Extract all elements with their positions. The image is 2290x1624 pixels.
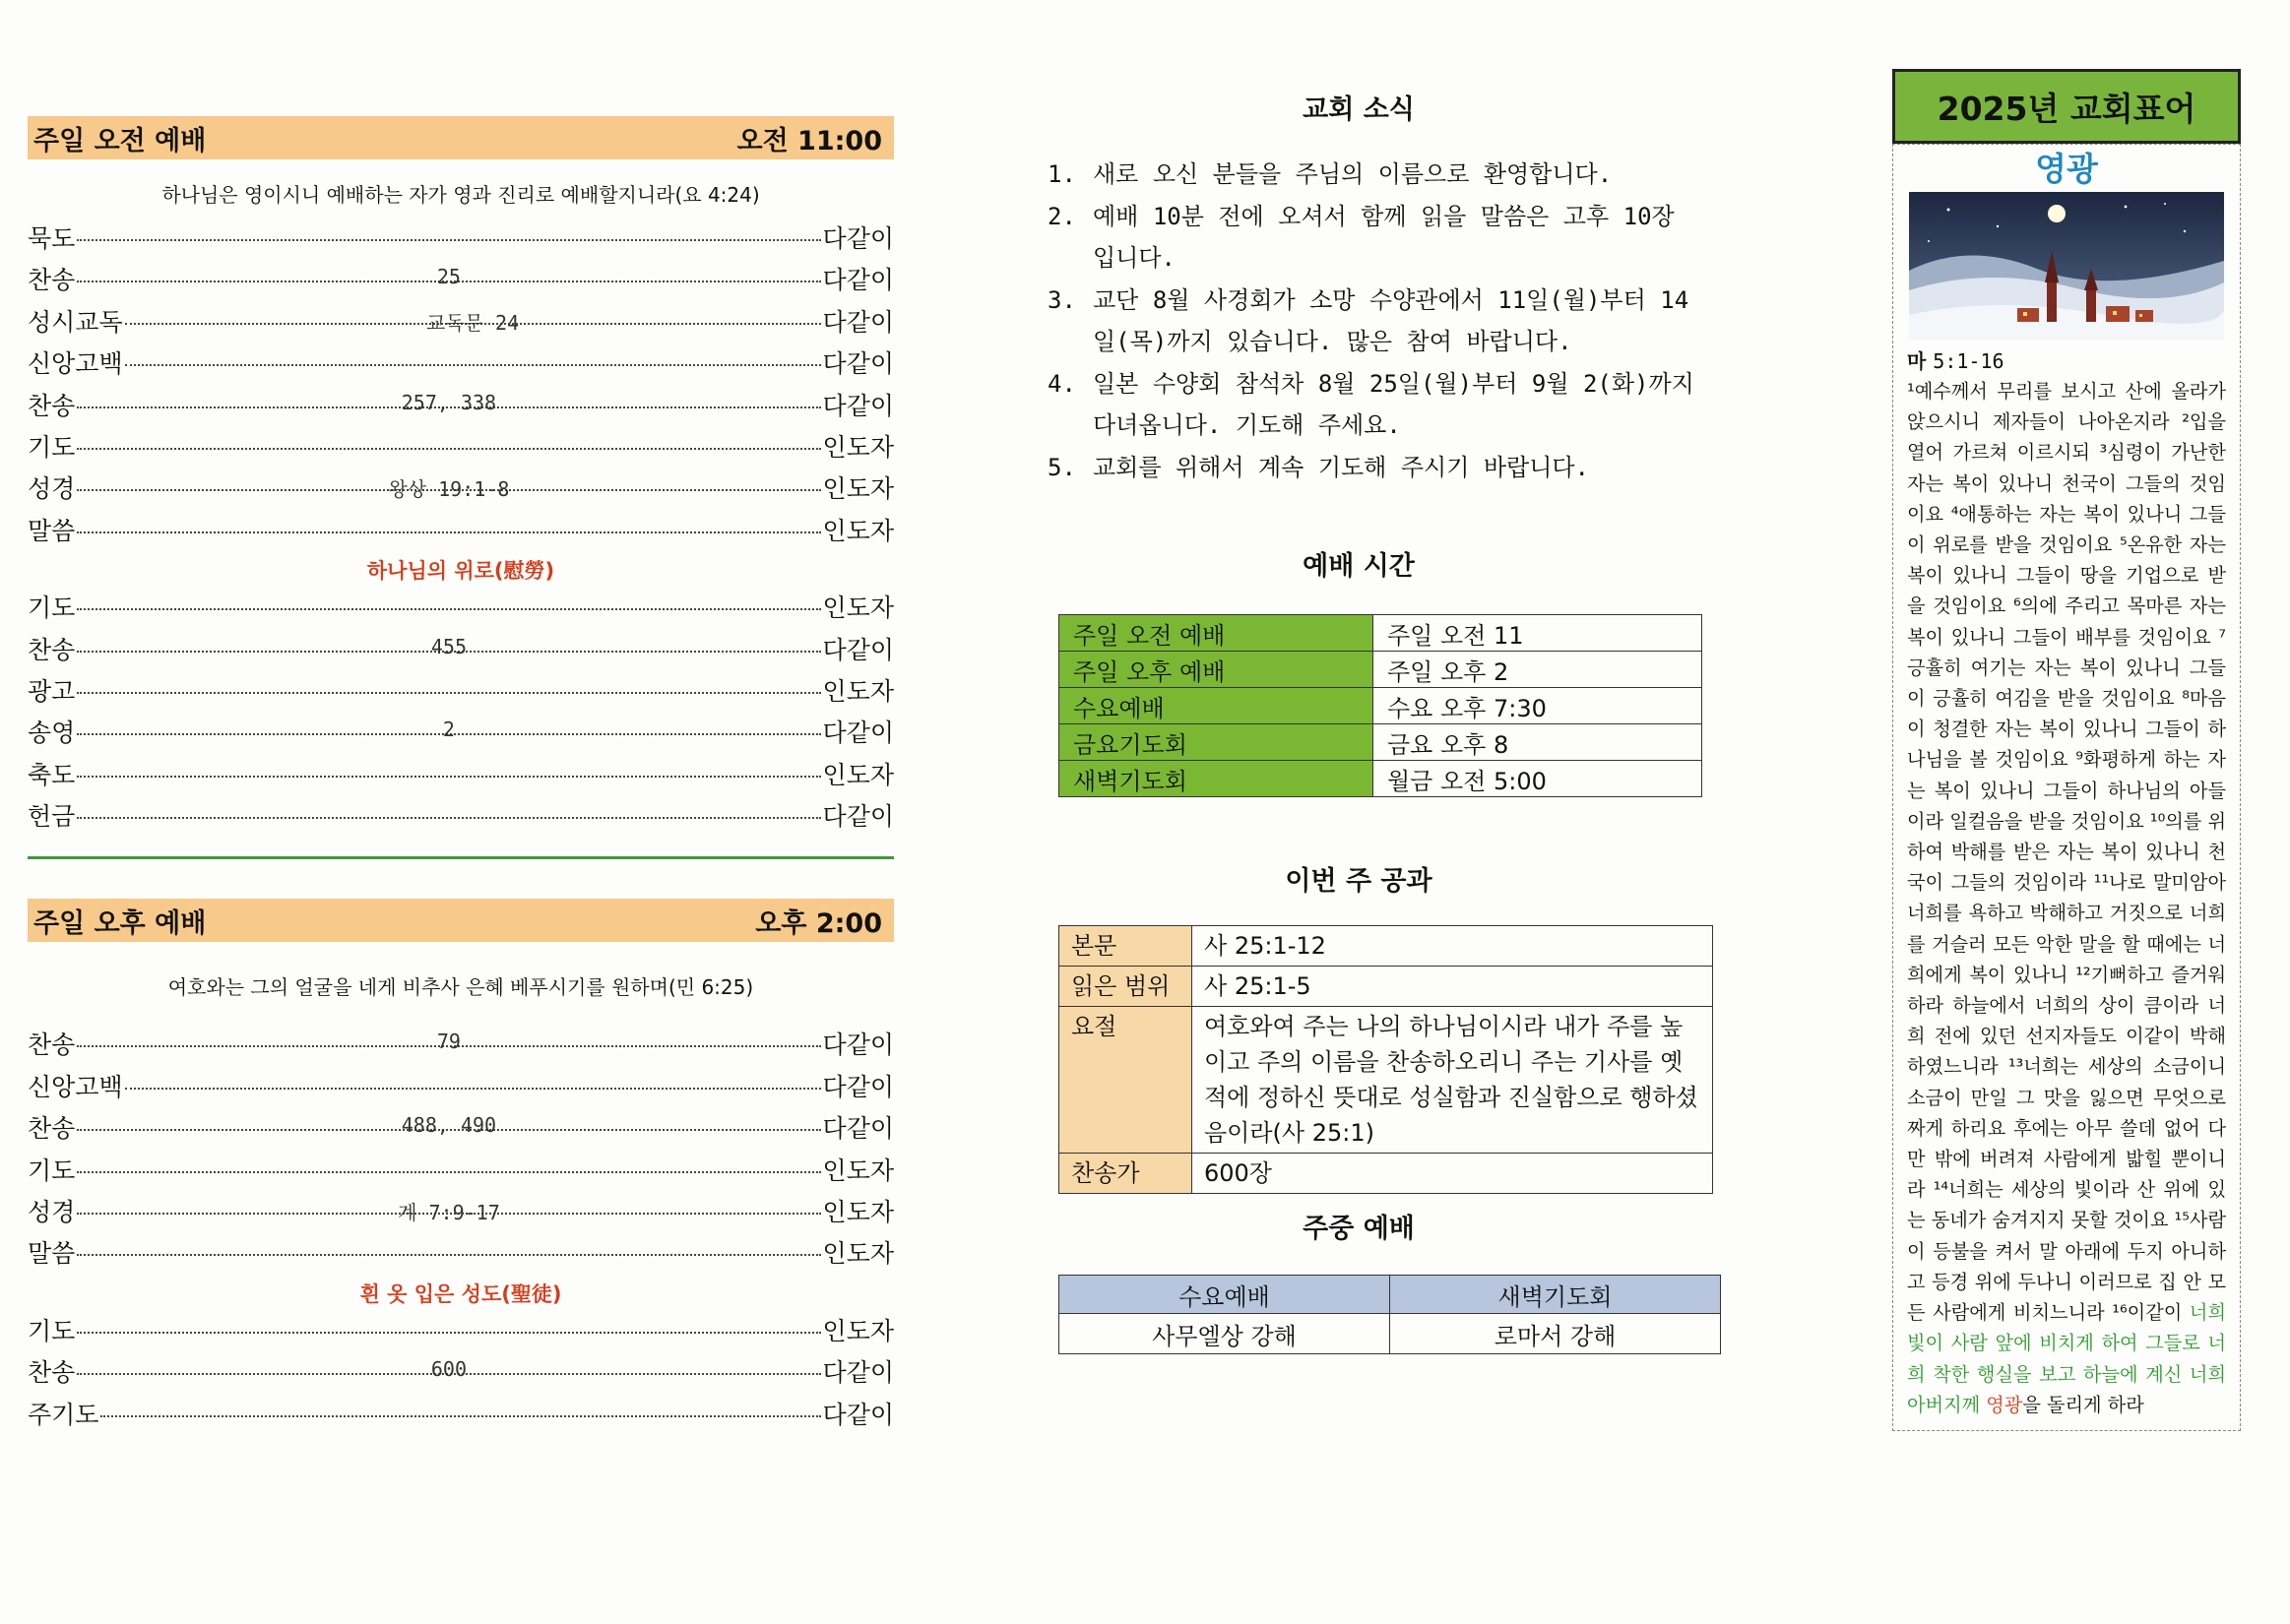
dot-leader xyxy=(125,310,821,335)
order-detail: 257, 338 xyxy=(401,390,497,414)
order-label: 찬송 xyxy=(28,1114,76,1144)
afternoon-service-header xyxy=(28,899,894,942)
order-leader: 인도자 xyxy=(822,474,894,504)
midweek-header-dawn: 새벽기도회 xyxy=(1390,1276,1721,1314)
midweek-value-wed: 사무엘상 강해 xyxy=(1059,1314,1390,1354)
order-label: 기도 xyxy=(28,1316,76,1345)
afternoon-order-list-b xyxy=(28,1312,894,1437)
dot-leader xyxy=(125,1088,821,1090)
order-label: 헌금 xyxy=(28,802,76,832)
order-row xyxy=(28,469,894,511)
order-leader: 다같이 xyxy=(822,224,894,253)
dot-leader xyxy=(77,448,820,450)
lesson-row xyxy=(1059,967,1713,1007)
order-leader: 다같이 xyxy=(822,635,894,664)
schedule-row xyxy=(1059,761,1702,797)
schedule-title: 예배 시간 xyxy=(1303,551,1415,582)
order-row xyxy=(28,1193,894,1234)
order-label: 찬송 xyxy=(28,391,76,420)
order-detail: 25 xyxy=(436,265,461,289)
order-row xyxy=(28,1026,894,1067)
snowy-village-night-icon xyxy=(1909,192,2224,340)
order-row xyxy=(28,1312,894,1353)
dot-leader xyxy=(77,1357,820,1382)
order-leader: 인도자 xyxy=(822,593,894,623)
news-list xyxy=(1048,154,1733,488)
order-label: 찬송 xyxy=(28,1031,76,1060)
worship-order-column xyxy=(28,116,894,1437)
scripture-text xyxy=(1907,376,2226,1420)
morning-order-list-a xyxy=(28,219,894,553)
midweek-header-wed: 수요예배 xyxy=(1059,1276,1390,1314)
order-leader: 다같이 xyxy=(822,1114,894,1144)
order-label: 성시교독 xyxy=(28,307,123,337)
morning-service-header xyxy=(28,116,894,159)
morning-service-time: 오전 11:00 xyxy=(736,125,882,156)
order-detail: 79 xyxy=(436,1030,461,1054)
scripture-end: 을 돌리게 하라 xyxy=(2022,1393,2144,1416)
order-leader: 인도자 xyxy=(822,676,894,706)
order-label: 성경 xyxy=(28,474,76,504)
schedule-service: 금요기도회 xyxy=(1059,724,1373,761)
schedule-service: 주일 오전 예배 xyxy=(1059,615,1373,652)
order-row xyxy=(28,1353,894,1395)
schedule-service: 수요예배 xyxy=(1059,688,1373,724)
order-row xyxy=(28,797,894,839)
order-row xyxy=(28,756,894,797)
news-number: 5. xyxy=(1048,453,1076,481)
dot-leader xyxy=(77,1254,820,1256)
order-label: 찬송 xyxy=(28,1358,76,1388)
dot-leader xyxy=(77,1113,820,1138)
order-leader: 다같이 xyxy=(822,391,894,420)
dot-leader xyxy=(77,1332,820,1334)
order-label: 말씀 xyxy=(28,516,76,545)
news-text: 예배 10분 전에 오셔서 함께 읽을 말씀은 고후 10장 입니다. xyxy=(1093,202,1675,272)
section-divider xyxy=(28,856,894,859)
midweek-value-dawn: 로마서 강해 xyxy=(1390,1314,1721,1354)
order-leader: 인도자 xyxy=(822,1316,894,1345)
order-detail: 계 7:9-17 xyxy=(398,1201,500,1225)
order-leader: 다같이 xyxy=(822,1072,894,1101)
scripture-main: ¹예수께서 무리를 보시고 산에 올라가 앉으시니 제자들이 나아온지라 ²입을 열어 가르쳐 이르시되 ³심령이 가난한 자는 복이 있나니 천국이 그들의 것임이요 ⁴애통하는 자는 복이 있나니 그들이 위로를 받을 것임이요 ⁵온유한 자는 복이 있나니 그들이 땅을 기업으로 받을 것임이요 ⁶의에 주리고 목마른 자는 복이 있나니 그들이 배부를 것임이요 ⁷긍휼히 여기는 자는 복이 있나니 그들이 긍휼히 여김을 받을 것임이요 ⁸마음이 청결한 자는 복이 있나니 그들이 하나님을 볼 것임이요 ⁹화평하게 하는 자는 복이 있나니 그들이 하나님의 아들이라 일컬음을 받을 것임이요 ¹⁰의를 위하여 박해를 받은 자는 복이 있나니 천국이 그들의 것임이라 ¹¹나로 말미암아 너희를 욕하고 박해하고 거짓으로 너희를 거슬러 모든 악한 말을 할 때에는 너희에게 복이 있나니 ¹²기뻐하고 즐거워하라 하늘에서 너희의 상이 큼이라 너희 전에 있던 선지자들도 이같이 박해하였느니라 ¹³너희는 세상의 소금이니 소금이 만일 그 맛을 잃으면 무엇으로 짜게 하리요 후에는 아무 쓸데 없어 다만 밖에 버려져 사람에게 밟힐 뿐이니라 ¹⁴너희는 세상의 빛이라 산 위에 있는 동네가 숨겨지지 못할 것이요 ¹⁵사람이 등불을 켜서 말 아래에 두지 아니하고 등경 위에 두나니 이러므로 집 안 모든 사람에게 비치느니라 ¹⁶이같이 xyxy=(1907,380,2226,1325)
dot-leader xyxy=(77,817,820,819)
order-row xyxy=(28,589,894,630)
order-label: 신앙고백 xyxy=(28,349,123,379)
afternoon-service-title: 주일 오후 예배 xyxy=(33,907,207,939)
schedule-time: 주일 오후 2 xyxy=(1373,652,1702,688)
lesson-key: 찬송가 xyxy=(1059,1154,1192,1194)
lesson-table xyxy=(1058,925,1713,1194)
order-row xyxy=(28,512,894,553)
dot-leader xyxy=(77,390,820,414)
news-text: 새로 오신 분들을 주님의 이름으로 환영합니다. xyxy=(1093,160,1613,188)
order-leader: 다같이 xyxy=(822,307,894,337)
scripture-reference xyxy=(1907,345,2226,374)
dot-leader xyxy=(125,364,821,366)
order-row xyxy=(28,344,894,386)
order-leader: 다같이 xyxy=(822,802,894,832)
order-leader: 인도자 xyxy=(822,760,894,789)
lesson-row xyxy=(1059,926,1713,967)
order-leader: 인도자 xyxy=(822,1156,894,1185)
news-title: 교회 소식 xyxy=(1303,94,1415,125)
order-row xyxy=(28,1068,894,1109)
news-number: 1. xyxy=(1048,160,1076,188)
midweek-title: 주중 예배 xyxy=(1303,1214,1415,1244)
order-row xyxy=(28,631,894,672)
order-leader: 다같이 xyxy=(822,266,894,295)
schedule-row xyxy=(1059,724,1702,761)
order-row xyxy=(28,387,894,428)
lesson-key: 읽은 범위 xyxy=(1059,967,1192,1007)
schedule-time: 금요 오후 8 xyxy=(1373,724,1702,761)
order-label: 신앙고백 xyxy=(28,1072,123,1101)
order-label: 송영 xyxy=(28,718,76,748)
order-label: 기도 xyxy=(28,432,76,462)
order-row xyxy=(28,303,894,344)
morning-order-list-b xyxy=(28,589,894,839)
lesson-value: 사 25:1-5 xyxy=(1192,967,1713,1007)
lesson-row xyxy=(1059,1154,1713,1194)
order-row xyxy=(28,219,894,261)
order-label: 찬송 xyxy=(28,635,76,664)
motto-column xyxy=(1892,69,2252,1431)
order-detail: 455 xyxy=(430,634,467,658)
order-leader: 다같이 xyxy=(822,718,894,748)
order-detail: 488, 490 xyxy=(401,1113,497,1138)
lesson-value: 여호와여 주는 나의 하나님이시라 내가 주를 높이고 주의 이름을 찬송하오리니 주는 기사를 옛적에 정하신 뜻대로 성실함과 진실함으로 행하셨음이라(사 25:1) xyxy=(1192,1007,1713,1154)
afternoon-service-time: 오후 2:00 xyxy=(755,907,882,939)
order-row xyxy=(28,714,894,755)
dot-leader xyxy=(77,776,820,778)
order-row xyxy=(28,1234,894,1276)
order-detail: 600 xyxy=(430,1357,467,1382)
morning-service-verse: 하나님은 영이시니 예배하는 자가 영과 진리로 예배할지니라(요 4:24) xyxy=(161,183,760,207)
schedule-row xyxy=(1059,688,1702,724)
schedule-time: 수요 오후 7:30 xyxy=(1373,688,1702,724)
info-column xyxy=(985,89,1733,1354)
dot-leader xyxy=(77,1030,820,1054)
order-label: 주기도 xyxy=(28,1400,99,1429)
order-leader: 인도자 xyxy=(822,432,894,462)
order-label: 찬송 xyxy=(28,266,76,295)
dot-leader xyxy=(77,692,820,694)
order-label: 축도 xyxy=(28,760,76,789)
order-detail: 2 xyxy=(442,718,455,742)
dot-leader xyxy=(77,608,820,610)
afternoon-service xyxy=(28,899,894,1437)
morning-service xyxy=(28,116,894,839)
dot-leader xyxy=(77,239,820,241)
order-row xyxy=(28,1396,894,1437)
schedule-service: 새벽기도회 xyxy=(1059,761,1373,797)
order-label: 성경 xyxy=(28,1198,76,1227)
afternoon-order-list-a xyxy=(28,1026,894,1276)
news-item xyxy=(1048,280,1733,363)
news-item xyxy=(1048,363,1733,447)
morning-service-title: 주일 오전 예배 xyxy=(33,125,207,156)
lesson-title: 이번 주 공과 xyxy=(1285,866,1432,897)
order-row xyxy=(28,1109,894,1151)
schedule-table xyxy=(1058,614,1702,797)
news-text: 교회를 위해서 계속 기도해 주시기 바랍니다. xyxy=(1093,453,1590,481)
lesson-value: 사 25:1-12 xyxy=(1192,926,1713,967)
news-text: 일본 수양회 참석차 8월 25일(월)부터 9월 2(화)까지 다녀옵니다. 기도해 주세요. xyxy=(1093,369,1694,439)
order-label: 기도 xyxy=(28,593,76,623)
dot-leader xyxy=(77,1171,820,1173)
order-leader: 다같이 xyxy=(822,1031,894,1060)
schedule-row xyxy=(1059,615,1702,652)
motto-title: 2025년 교회표어 xyxy=(1892,69,2241,144)
news-item xyxy=(1048,196,1733,280)
schedule-time: 주일 오전 11 xyxy=(1373,615,1702,652)
motto-word: 영광 xyxy=(2035,150,2098,188)
scripture-highlight: 너희 빛이 사람 앞에 비치게 하여 그들로 너희 착한 행실을 보고 하늘에 계신 너희 아버지께 xyxy=(1907,1301,2226,1416)
lesson-key: 요절 xyxy=(1059,1007,1192,1154)
afternoon-sermon-title: 흰 옷 입은 성도(聖徒) xyxy=(359,1281,562,1306)
news-number: 3. xyxy=(1048,285,1076,314)
order-leader: 인도자 xyxy=(822,516,894,545)
dot-leader xyxy=(77,718,820,742)
order-label: 말씀 xyxy=(28,1239,76,1269)
dot-leader xyxy=(77,477,820,502)
scripture-highlight-glory: 영광 xyxy=(1986,1393,2023,1416)
order-row xyxy=(28,1152,894,1193)
order-detail: 왕상 19:1-8 xyxy=(388,477,510,502)
afternoon-service-verse: 여호와는 그의 얼굴을 네게 비추사 은혜 베푸시기를 원하며(민 6:25) xyxy=(167,975,754,1000)
news-number: 4. xyxy=(1048,369,1076,398)
order-row xyxy=(28,261,894,302)
motto-panel xyxy=(1892,144,2241,1431)
dot-leader xyxy=(100,1415,820,1417)
dot-leader xyxy=(77,531,820,533)
order-detail: 교독문 24 xyxy=(426,310,520,335)
order-leader: 다같이 xyxy=(822,1358,894,1388)
news-item xyxy=(1048,154,1733,196)
dot-leader xyxy=(77,1201,820,1225)
order-row xyxy=(28,672,894,714)
order-leader: 다같이 xyxy=(822,349,894,379)
schedule-service: 주일 오후 예배 xyxy=(1059,652,1373,688)
news-item xyxy=(1048,447,1733,489)
scripture-book: 마 xyxy=(1907,349,1927,373)
lesson-row xyxy=(1059,1007,1713,1154)
dot-leader xyxy=(77,265,820,289)
schedule-row xyxy=(1059,652,1702,688)
order-leader: 인도자 xyxy=(822,1239,894,1269)
order-label: 기도 xyxy=(28,1156,76,1185)
lesson-value: 600장 xyxy=(1192,1154,1713,1194)
news-text: 교단 8월 사경회가 소망 수양관에서 11일(월)부터 14일(목)까지 있습니다. 많은 참여 바랍니다. xyxy=(1093,285,1689,355)
morning-sermon-title: 하나님의 위로(慰勞) xyxy=(366,559,555,584)
scripture-verse-range: 5:1-16 xyxy=(1933,349,2004,373)
midweek-table xyxy=(1058,1275,1721,1354)
lesson-key: 본문 xyxy=(1059,926,1192,967)
order-label: 광고 xyxy=(28,676,76,706)
order-label: 묵도 xyxy=(28,224,76,253)
order-leader: 다같이 xyxy=(822,1400,894,1429)
news-number: 2. xyxy=(1048,202,1076,230)
order-leader: 인도자 xyxy=(822,1198,894,1227)
order-row xyxy=(28,428,894,469)
dot-leader xyxy=(77,634,820,658)
schedule-time: 월금 오전 5:00 xyxy=(1373,761,1702,797)
